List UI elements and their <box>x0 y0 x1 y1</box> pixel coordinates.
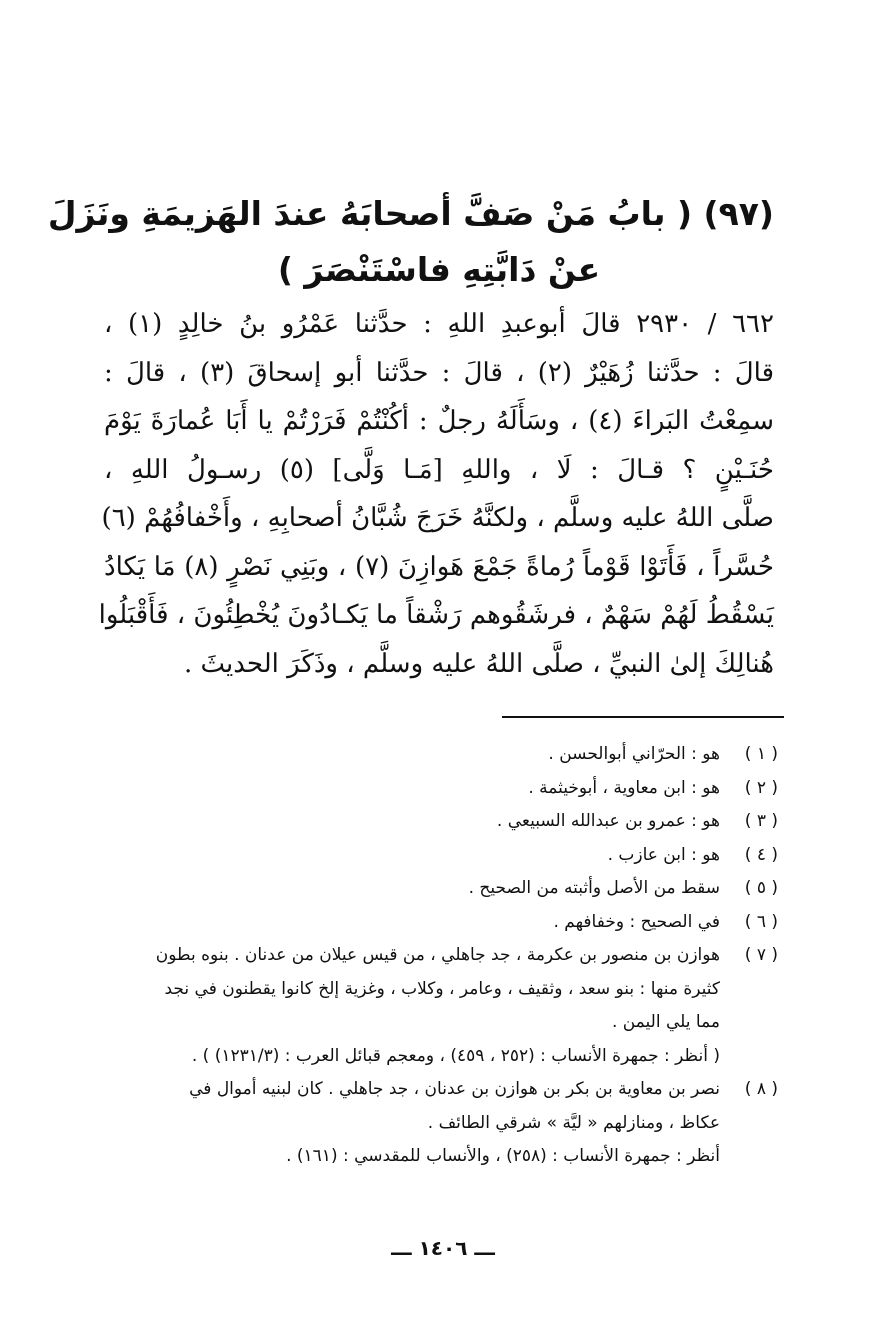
hadith-text <box>98 300 774 688</box>
footnote-number: ( ٦ ) <box>744 911 778 932</box>
footnote-body <box>98 772 720 806</box>
hadith-line: هُنالِكَ إلىٰ النبيِّ ، صلَّى اللهُ عليه وسلَّم ، وذَكَرَ الحديثَ . <box>183 648 774 679</box>
footnote-body <box>98 738 720 772</box>
chapter-heading <box>47 186 774 298</box>
footnotes-list <box>98 738 778 1174</box>
footnote-line: هو : الحرّاني أبوالحسن . <box>548 744 720 764</box>
footnote-item <box>98 906 778 940</box>
footnote-line: نصر بن معاوية بن بكر بن هوازن بن عدنان ، جد جاهلي . كان لبنيه أموال في <box>189 1079 720 1099</box>
hadith-line: حُنَـيْنٍ ؟ قـالَ : لَا ، واللهِ [مَـا وَلَّى] (٥) رسـولُ اللهِ ، <box>104 454 774 485</box>
footnote-line: عكاظ ، ومنازلهم « ليَّة » شرقي الطائف . <box>427 1112 720 1133</box>
footnote-line: هو : ابن عازب . <box>607 844 720 865</box>
hadith-line: يَسْقُطُ لَهُمْ سَهْمٌ ، فرشَقُوهم رَشْقاً ما يَكـادُونَ يُخْطِئُونَ ، فَأَقْبَلُوا <box>98 600 774 630</box>
footnote-body <box>98 906 720 940</box>
footnote-item <box>98 805 778 839</box>
footnote-item <box>98 1073 778 1174</box>
footnote-number: ( ٣ ) <box>744 811 778 831</box>
footnote-divider <box>502 716 784 718</box>
footnote-number: ( ٢ ) <box>744 777 778 798</box>
footnote-body <box>98 872 720 906</box>
footnote-item <box>98 738 778 772</box>
hadith-line: حُسَّراً ، فَأَتَوْا قَوْماً رُماةً جَمْعَ هَوازِنَ (٧) ، وبَنِي نَصْرٍ (٨) مَا يَكادُ <box>104 551 774 582</box>
footnote-line: سقط من الأصل وأثبته من الصحيح . <box>468 878 720 898</box>
footnote-line: كثيرة منها : بنو سعد ، وثقيف ، وعامر ، وكلاب ، وغزية إلخ كانوا يقطنون في نجد <box>164 978 720 999</box>
footnote-body <box>98 1073 720 1174</box>
footnote-line: هو : ابن معاوية ، أبوخيثمة . <box>528 777 720 798</box>
hadith-line: صلَّى اللهُ عليه وسلَّم ، ولكنَّهُ خَرَجَ شُبَّانُ أصحابِهِ ، وأَخْفافُهُمْ (٦) <box>101 503 774 533</box>
footnote-item <box>98 872 778 906</box>
footnote-number: ( ٤ ) <box>744 844 778 865</box>
hadith-line: ٦٦٢ / ٢٩٣٠ قالَ أبوعبدِ اللهِ : حدَّثنا عَمْرُو بنُ خالِدٍ (١) ، <box>104 309 774 339</box>
chapter-heading-line: عنْ دَابَّتِهِ فاسْتَنْصَرَ ) <box>277 250 601 289</box>
footnote-item <box>98 939 778 1073</box>
chapter-heading-line: (٩٧) ( بابُ مَنْ صَفَّ أصحابَهُ عندَ الهَزيمَةِ ونَزَلَ <box>47 194 774 233</box>
footnote-line: مما يلي اليمن . <box>611 1012 720 1032</box>
footnote-number: ( ٨ ) <box>744 1079 778 1099</box>
hadith-line: قالَ : حدَّثنا زُهَيْرٌ (٢) ، قالَ : حدَّثنا أبو إسحاقَ (٣) ، قالَ : <box>104 357 774 388</box>
footnote-item <box>98 772 778 806</box>
footnote-number: ( ٥ ) <box>744 878 778 898</box>
footnote-line: أنظر : جمهرة الأنساب : (٢٥٨) ، والأنساب للمقدسي : (١٦١) . <box>286 1146 720 1166</box>
footnote-body <box>98 839 720 873</box>
page-number: ـــ ١٤٠٦ ـــ <box>391 1236 495 1260</box>
footnote-item <box>98 839 778 873</box>
footnote-line: ( أنظر : جمهرة الأنساب : (٢٥٢ ، ٤٥٩) ، ومعجم قبائل العرب : (١٢٣١/٣) ) . <box>191 1045 720 1066</box>
footnote-line: هو : عمرو بن عبدالله السبيعي . <box>496 811 720 831</box>
hadith-line: سمِعْتُ البَراءَ (٤) ، وسَأَلَهُ رجلٌ : أكُنْتُمْ فَرَرْتُمْ يا أَبَا عُمارَةَ يَوْمَ <box>104 406 774 436</box>
footnote-line: في الصحيح : وخفافهم . <box>553 911 720 932</box>
footnote-body <box>98 939 720 1073</box>
footnote-number: ( ٧ ) <box>744 945 778 965</box>
footnote-body <box>98 805 720 839</box>
footnote-number: ( ١ ) <box>744 744 778 764</box>
footnote-line: هوازن بن منصور بن عكرمة ، جد جاهلي ، من قيس عيلان من عدنان . بنوه بطون <box>155 945 720 965</box>
